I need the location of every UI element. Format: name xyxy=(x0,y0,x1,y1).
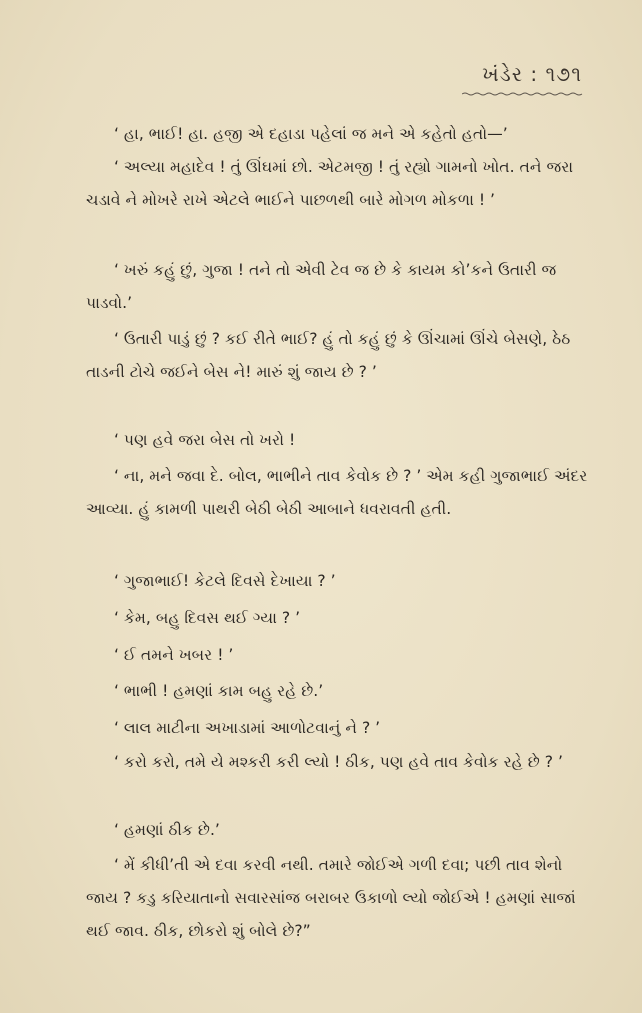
paragraph: ‘ મેં કીધી’તી એ દવા કરવી નથી. તમારે જોઈએ ગળી દવા; પછી તાવ શેનો જાય ? કડુ કરિયાતાનો સવારસાંજ બરાબર ઉકાળો લ્યો જોઈએ ! હમણાં સાજાં થઈ જાવ. ઠીક, છોકરો શું બોલે છે?” xyxy=(86,856,576,940)
paragraph: ‘ હા, ભાઈ! હા. હજી એ દહાડા પહેલાં જ મને એ કહેતો હતો—’ xyxy=(114,125,508,143)
paragraph: ‘ ઈ તમને ખબર ! ’ xyxy=(114,646,234,664)
paragraph: ‘ લાલ માટીના અખાડામાં આળોટવાનું ને ? ’ xyxy=(114,719,381,737)
paragraph: ‘ ભાભી ! હમણાં કામ બહુ રહે છે.’ xyxy=(114,682,324,700)
paragraph: ‘ કરો કરો, તમે યે મશ્કરી કરી લ્યો ! ઠીક, પણ હવે તાવ કેવોક રહે છે ? ’ xyxy=(114,753,563,771)
paragraph: ‘ ઉતારી પાડું છું ? કઈ રીતે ભાઈ? હું તો કહું છું કે ઊંચામાં ઊંચે બેસણે, ઠેઠ તાડની ટોચે જઈને બેસ ને! મારું શું જાય છે ? ’ xyxy=(86,330,571,381)
header-wavy-rule xyxy=(462,92,584,96)
paragraph: ‘ હમણાં ઠીક છે.’ xyxy=(114,821,220,839)
paragraph: ‘ અલ્યા મહાદેવ ! તું ઊંઘમાં છો. એટમજી ! તું રહ્યો ગામનો ખોત. તને જરા ચડાવે ને મોખરે રાખે એટલે ભાઈને પાછળથી બારે મોગળ મોકળા ! ’ xyxy=(86,158,574,209)
paragraph: ‘ ના, મને જવા દે. બોલ, ભાભીને તાવ કેવોક છે ? ’ એમ કહી ગુજાભાઈ અંદર આવ્યા. હું કામળી પાથરી બેઠી બેઠી આબાને ધવરાવતી હતી. xyxy=(86,467,588,518)
paragraph: ‘ પણ હવે જરા બેસ તો ખરો ! xyxy=(114,431,296,449)
paragraph: ‘ ખરું કહું છું, ગુજા ! તને તો એવી ટેવ જ છે કે કાયમ કો’કને ઉતારી જ પાડવો.’ xyxy=(86,261,557,312)
paragraph: ‘ ગુજાભાઈ! કેટલે દિવસે દેખાયા ? ’ xyxy=(114,572,336,590)
paragraph: ‘ કેમ, બહુ દિવસ થઈ ગ્યા ? ’ xyxy=(114,609,301,627)
page-header: ખંડેર : ૧૭૧ xyxy=(482,62,582,86)
